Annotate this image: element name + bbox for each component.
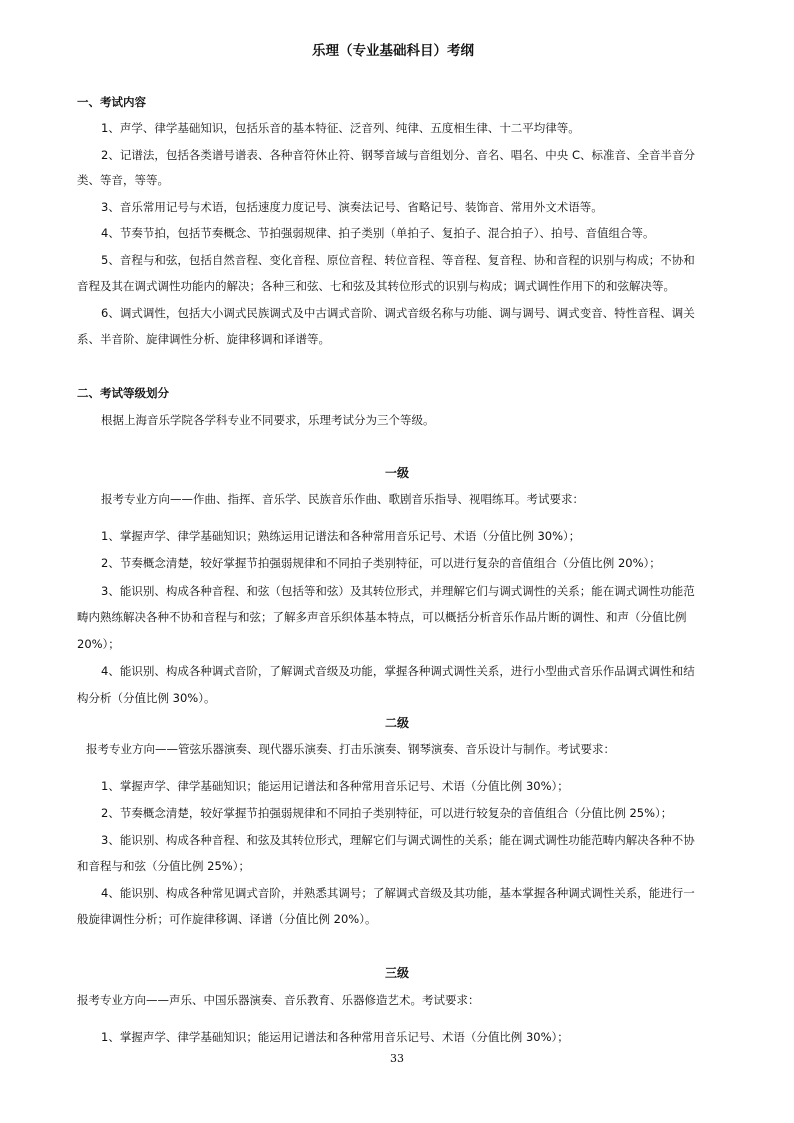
page-number: 33 [390,1052,404,1065]
level-2-req-3-line-2: 和音程与和弦（分值比例 25%）； [77,859,250,873]
content-item-3: 3、音乐常用记号与术语，包括速度力度记号、演奏法记号、省略记号、装饰音、常用外文术语等。 [101,200,603,214]
section-heading-exam-levels: 二、考试等级划分 [77,386,169,400]
level-3-req-1: 1、掌握声学、律学基础知识；能运用记谱法和各种常用音乐记号、术语（分值比例 30%）； [101,1030,569,1044]
level-1-req-4-line-1: 4、能识别、构成各种调式音阶，了解调式音级及功能，掌握各种调式调性关系，进行小型曲式音乐作品调式调性和结 [101,664,695,678]
content-item-5-line-2: 音程及其在调式调性功能内的解决；各种三和弦、七和弦及其转位形式的识别与构成；调式调性作用下的和弦解决等。 [77,279,675,293]
level-1-title: 一级 [385,466,410,480]
level-2-req-1: 1、掌握声学、律学基础知识；能运用记谱法和各种常用音乐记号、术语（分值比例 30%）； [101,779,569,793]
level-1-req-2: 2、节奏概念清楚，较好掌握节拍强弱规律和不同拍子类别特征，可以进行复杂的音值组合（分值比例 20%）； [101,556,661,570]
level-2-title: 二级 [385,716,410,730]
content-item-2-line-2: 类、等音，等等。 [77,173,169,187]
document-title: 乐理（专业基础科目）考纲 [312,43,474,59]
level-1-req-3-line-1: 3、能识别、构成各种音程、和弦（包括等和弦）及其转位形式，并理解它们与调式调性的关系；能在调式调性功能范 [101,584,695,598]
content-item-5-line-1: 5、音程与和弦，包括自然音程、变化音程、原位音程、转位音程、等音程、复音程、协和音程的识别与构成；不协和 [101,253,695,267]
levels-intro: 根据上海音乐学院各学科专业不同要求，乐理考试分为三个等级。 [101,413,435,427]
content-item-4: 4、节奏节拍，包括节奏概念、节拍强弱规律、拍子类别（单拍子、复拍子、混合拍子）、拍号、音值组合等。 [101,226,655,240]
content-item-2-line-1: 2、记谱法，包括各类谱号谱表、各种音符休止符、钢琴音域与音组划分、音名、唱名、中央 C、标准音、全音半音分 [101,148,695,162]
content-item-6-line-1: 6、调式调性，包括大小调式民族调式及中古调式音阶、调式音级名称与功能、调与调号、调式变音、特性音程、调关 [101,306,695,320]
content-item-1: 1、声学、律学基础知识，包括乐音的基本特征、泛音列、纯律、五度相生律、十二平均律等。 [101,121,580,135]
section-heading-exam-content: 一、考试内容 [77,95,146,109]
level-2-req-3-line-1: 3、能识别、构成各种音程、和弦及其转位形式，理解它们与调式调性的关系；能在调式调性功能范畴内解决各种不协 [101,833,695,847]
level-1-req-3-line-2: 畴内熟练解决各种不协和音程与和弦；了解多声音乐织体基本特点，可以概括分析音乐作品片断的调性、和声（分值比例 [77,610,687,624]
level-3-direction: 报考专业方向——声乐、中国乐器演奏、音乐教育、乐器修造艺术。考试要求： [77,993,480,1007]
level-1-req-4-line-2: 构分析（分值比例 30%）。 [77,691,216,705]
level-3-title: 三级 [385,966,410,980]
level-2-req-4-line-2: 般旋律调性分析；可作旋律移调、译谱（分值比例 20%）。 [77,912,377,926]
level-2-direction: 报考专业方向——管弦乐器演奏、现代器乐演奏、打击乐演奏、钢琴演奏、音乐设计与制作。考试要求： [86,742,615,756]
level-2-req-2: 2、节奏概念清楚，较好掌握节拍强弱规律和不同拍子类别特征，可以进行较复杂的音值组合（分值比例 25%）； [101,806,673,820]
level-1-direction: 报考专业方向——作曲、指挥、音乐学、民族音乐作曲、歌剧音乐指导、视唱练耳。考试要求： [101,492,584,506]
level-1-req-3-line-3: 20%）； [77,637,120,651]
level-1-req-1: 1、掌握声学、律学基础知识；熟练运用记谱法和各种常用音乐记号、术语（分值比例 30%）； [101,529,581,543]
content-item-6-line-2: 系、半音阶、旋律调性分析、旋律移调和译谱等。 [77,332,330,346]
level-2-req-4-line-1: 4、能识别、构成各种常见调式音阶，并熟悉其调号；了解调式音级及其功能，基本掌握各种调式调性关系，能进行一 [101,886,695,900]
